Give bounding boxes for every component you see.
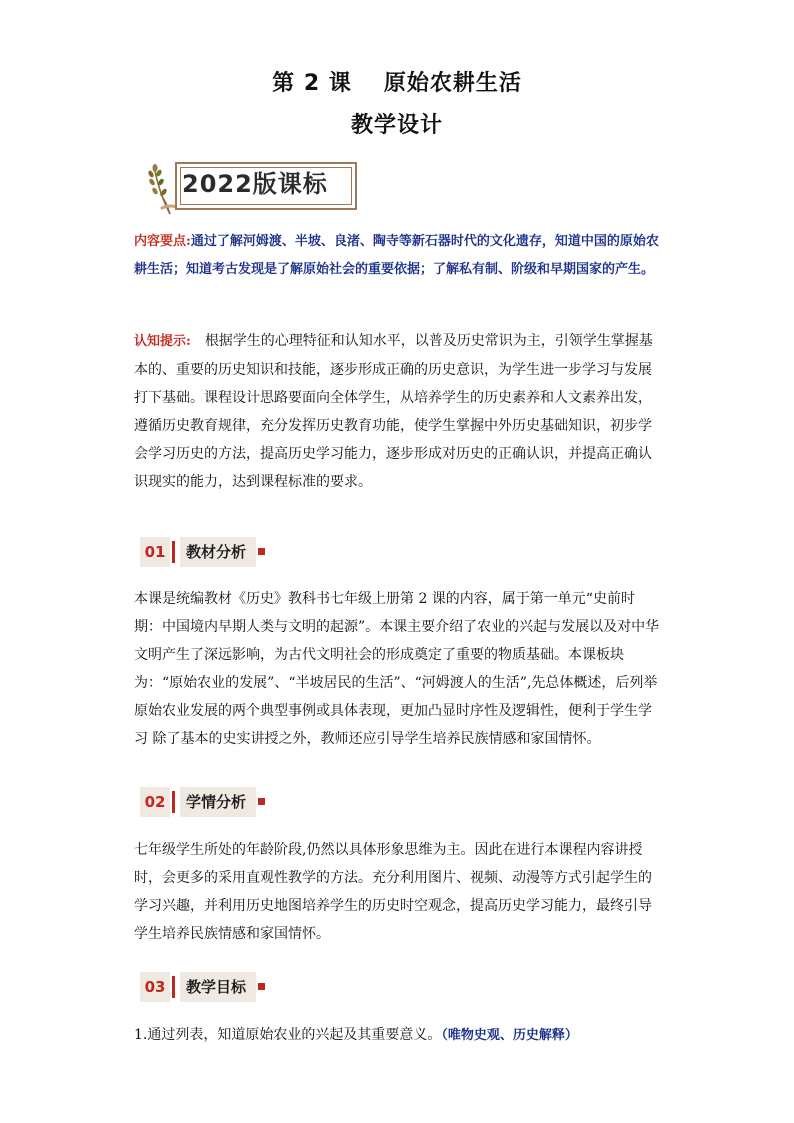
section-number: 01 xyxy=(140,537,170,567)
section-number: 02 xyxy=(140,787,170,817)
cognition-text: 根据学生的心理特征和认知水平，以普及历史常识为主，引领学生掌握基本的、重要的历史知识和技能，逐步形成正确的历史意识，为学生进一步学习与发展打下基础。课程设计思路要面向全体学生，从培养学生的历史素养和人文素养出发，遵循历史教育规律，充分发挥历史教育功能，使学生掌握中外历史基础知识，初步学会学习历史的方法，提高历史学习能力，逐步形成对历史的正确认识，并提高正确认识现实的能力，达到课程标准的要求。 xyxy=(134,333,653,490)
goal-tag: （唯物史观、历史解释） xyxy=(441,1028,578,1043)
content-points xyxy=(134,228,662,284)
goal-text: 1.通过列表，知道原始农业的兴起及其重要意义。 xyxy=(134,1027,442,1043)
section-text-student-analysis: 七年级学生所处的年龄阶段,仍然以具体形象思维为主。因此在进行本课程内容讲授时，会更多的采用直观性教学的方法。充分利用图片、视频、动漫等方式引起学生的学习兴趣，并利用历史地图培养学生的历史时空观念，提高历史学习能力，最终引导学生培养民族情感和家国情怀。 xyxy=(134,842,652,942)
content-points-text: 通过了解河姆渡、半坡、良渚、陶寺等新石器时代的文化遗存，知道中国的原始农耕生活；知道考古发现是了解原始社会的重要依据；了解私有制、阶级和早期国家的产生。 xyxy=(134,234,659,277)
lesson-number: 第 2 课 xyxy=(272,71,352,96)
teaching-goal-item xyxy=(134,1021,662,1050)
section-marker-icon xyxy=(258,798,265,805)
section-divider xyxy=(172,791,175,813)
lesson-title xyxy=(0,66,794,97)
document-subtitle: 教学设计 xyxy=(350,113,443,138)
curriculum-banner xyxy=(140,158,360,214)
section-title: 教学目标 xyxy=(180,972,256,1002)
section-marker-icon xyxy=(258,548,265,555)
lesson-topic: 原始农耕生活 xyxy=(383,71,522,96)
section-divider xyxy=(172,976,175,998)
section-title: 教材分析 xyxy=(180,537,256,567)
banner-label: 2022版课标 xyxy=(182,170,328,198)
section-number: 03 xyxy=(140,972,170,1002)
cognition-label: 认知提示: xyxy=(134,334,191,349)
section-marker-icon xyxy=(258,983,265,990)
content-points-label: 内容要点: xyxy=(134,234,191,249)
section-divider xyxy=(172,541,175,563)
cognition-note xyxy=(134,327,662,496)
section-text-textbook-analysis: 本课是统编教材《历史》教科书七年级上册第 2 课的内容，属于第一单元“史前时期：中国境内早期人类与文明的起源”。本课主要介绍了农业的兴起与发展以及对中华文明产生了深远影响，为古代文明社会的形成奠定了重要的物质基础。本课板块为：“原始农业的发展”、“半坡居民的生活”、“河姆渡人的生活”,先总体概述，后列举原始农业发展的两个典型事例或具体表现，更加凸显时序性及逻辑性，便利于学生学习 除了基本的史实讲授之外，教师还应引导学生培养民族情感和家国情怀。 xyxy=(134,591,660,747)
section-title: 学情分析 xyxy=(180,787,256,817)
